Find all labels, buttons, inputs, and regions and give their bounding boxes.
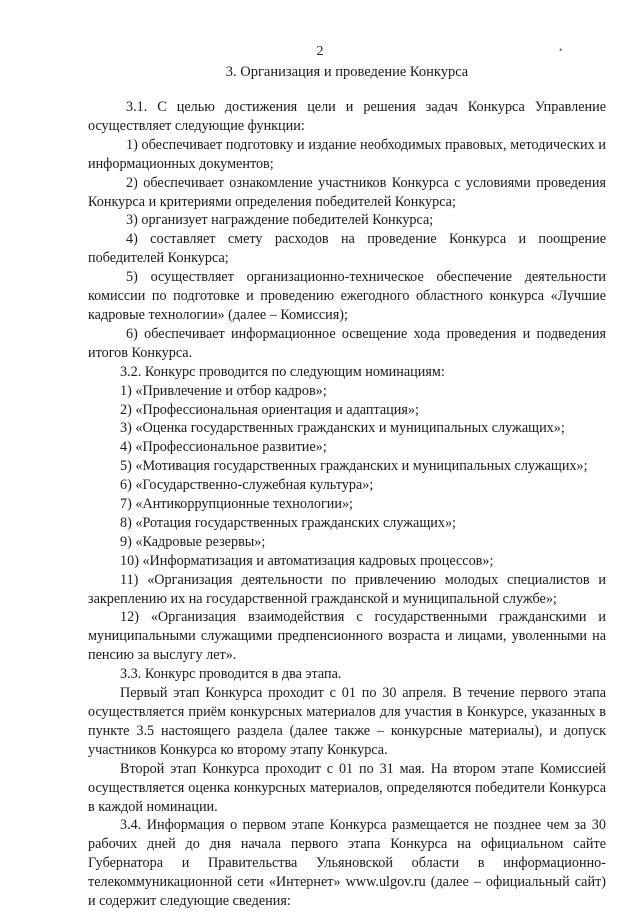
list-item: 3) «Оценка государственных гражданских и муниципальных служащих»;: [120, 420, 565, 437]
list-item: 9) «Кадровые резервы»;: [120, 533, 266, 550]
section-title: 3. Организация и проведение Конкурса: [225, 64, 469, 80]
list-item: 1) «Привлечение и отбор кадров»;: [120, 382, 327, 399]
paragraph: 3.4. Информация о первом этапе Конкурса размещается не позднее чем за 30 рабочих дней до дня начала первого этапа Конкурса на официальном сайте Губернатора и Правительства Ульяновской области в информационно-телекоммуникационной сети «Интернет» www.ulgov.ru (далее – официальный сайт) и содержит следующие сведения:: [88, 817, 606, 910]
list-item: 6) обеспечивает информационное освещение хода проведения и подведения итогов Конкурса.: [88, 325, 606, 361]
list-item: 3) организует награждение победителей Конкурса;: [126, 212, 434, 229]
paragraph: 3.2. Конкурс проводится по следующим номинациям:: [120, 363, 445, 380]
list-item: 4) составляет смету расходов на проведение Конкурса и поощрение победителей Конкурса;: [88, 231, 606, 267]
list-item: 5) «Мотивация государственных гражданских и муниципальных служащих»;: [120, 458, 588, 475]
list-item: 12) «Организация взаимодействия с государственными гражданскими и муниципальными служащими предпенсионного возраста и лицами, уволенными на пенсию за выслугу лет».: [88, 609, 606, 664]
list-item: 7) «Антикоррупционные технологии»;: [120, 496, 353, 513]
paragraph: Первый этап Конкурса проходит с 01 по 30 апреля. В течение первого этапа осуществляется приём конкурсных материалов для участия в Конкурсе, указанных в пункте 3.5 настоящего раздела (далее также – конкурсные материалы), и допуск участников Конкурса ко второму этапу Конкурса.: [88, 685, 606, 758]
list-item: 6) «Государственно-служебная культура»;: [120, 477, 374, 494]
corner-mark: •: [559, 45, 563, 55]
page-number: 2: [316, 44, 324, 59]
list-item: 2) обеспечивает ознакомление участников Конкурса с условиями проведения Конкурса и критериями определения победителей Конкурса;: [88, 174, 606, 210]
paragraph: Второй этап Конкурса проходит с 01 по 31 мая. На втором этапе Комиссией осуществляется оценка конкурсных материалов, определяются победители Конкурса в каждой номинации.: [88, 760, 606, 815]
list-item: 10) «Информатизация и автоматизация кадровых процессов»;: [120, 552, 494, 569]
document-body: [88, 98, 606, 911]
list-item: 1) обеспечивает подготовку и издание необходимых правовых, методических и информационных документов;: [88, 136, 606, 172]
list-item: 11) «Организация деятельности по привлечению молодых специалистов и закреплению их на государственной гражданской и муниципальной службе»;: [88, 571, 606, 607]
list-item: 5) осуществляет организационно-техническое обеспечение деятельности комиссии по подготовке и проведению ежегодного областного конкурса «Лучшие кадровые технологии» (далее – Комиссия);: [88, 269, 606, 323]
paragraph: 3.1. С целью достижения цели и решения задач Конкурса Управление осуществляет следующие функции:: [88, 99, 606, 134]
paragraph: 3.3. Конкурс проводится в два этапа.: [120, 666, 342, 683]
list-item: 2) «Профессиональная ориентация и адаптация»;: [120, 401, 419, 418]
list-item: 4) «Профессиональное развитие»;: [120, 439, 327, 456]
list-item: 8) «Ротация государственных гражданских служащих»;: [120, 514, 457, 531]
